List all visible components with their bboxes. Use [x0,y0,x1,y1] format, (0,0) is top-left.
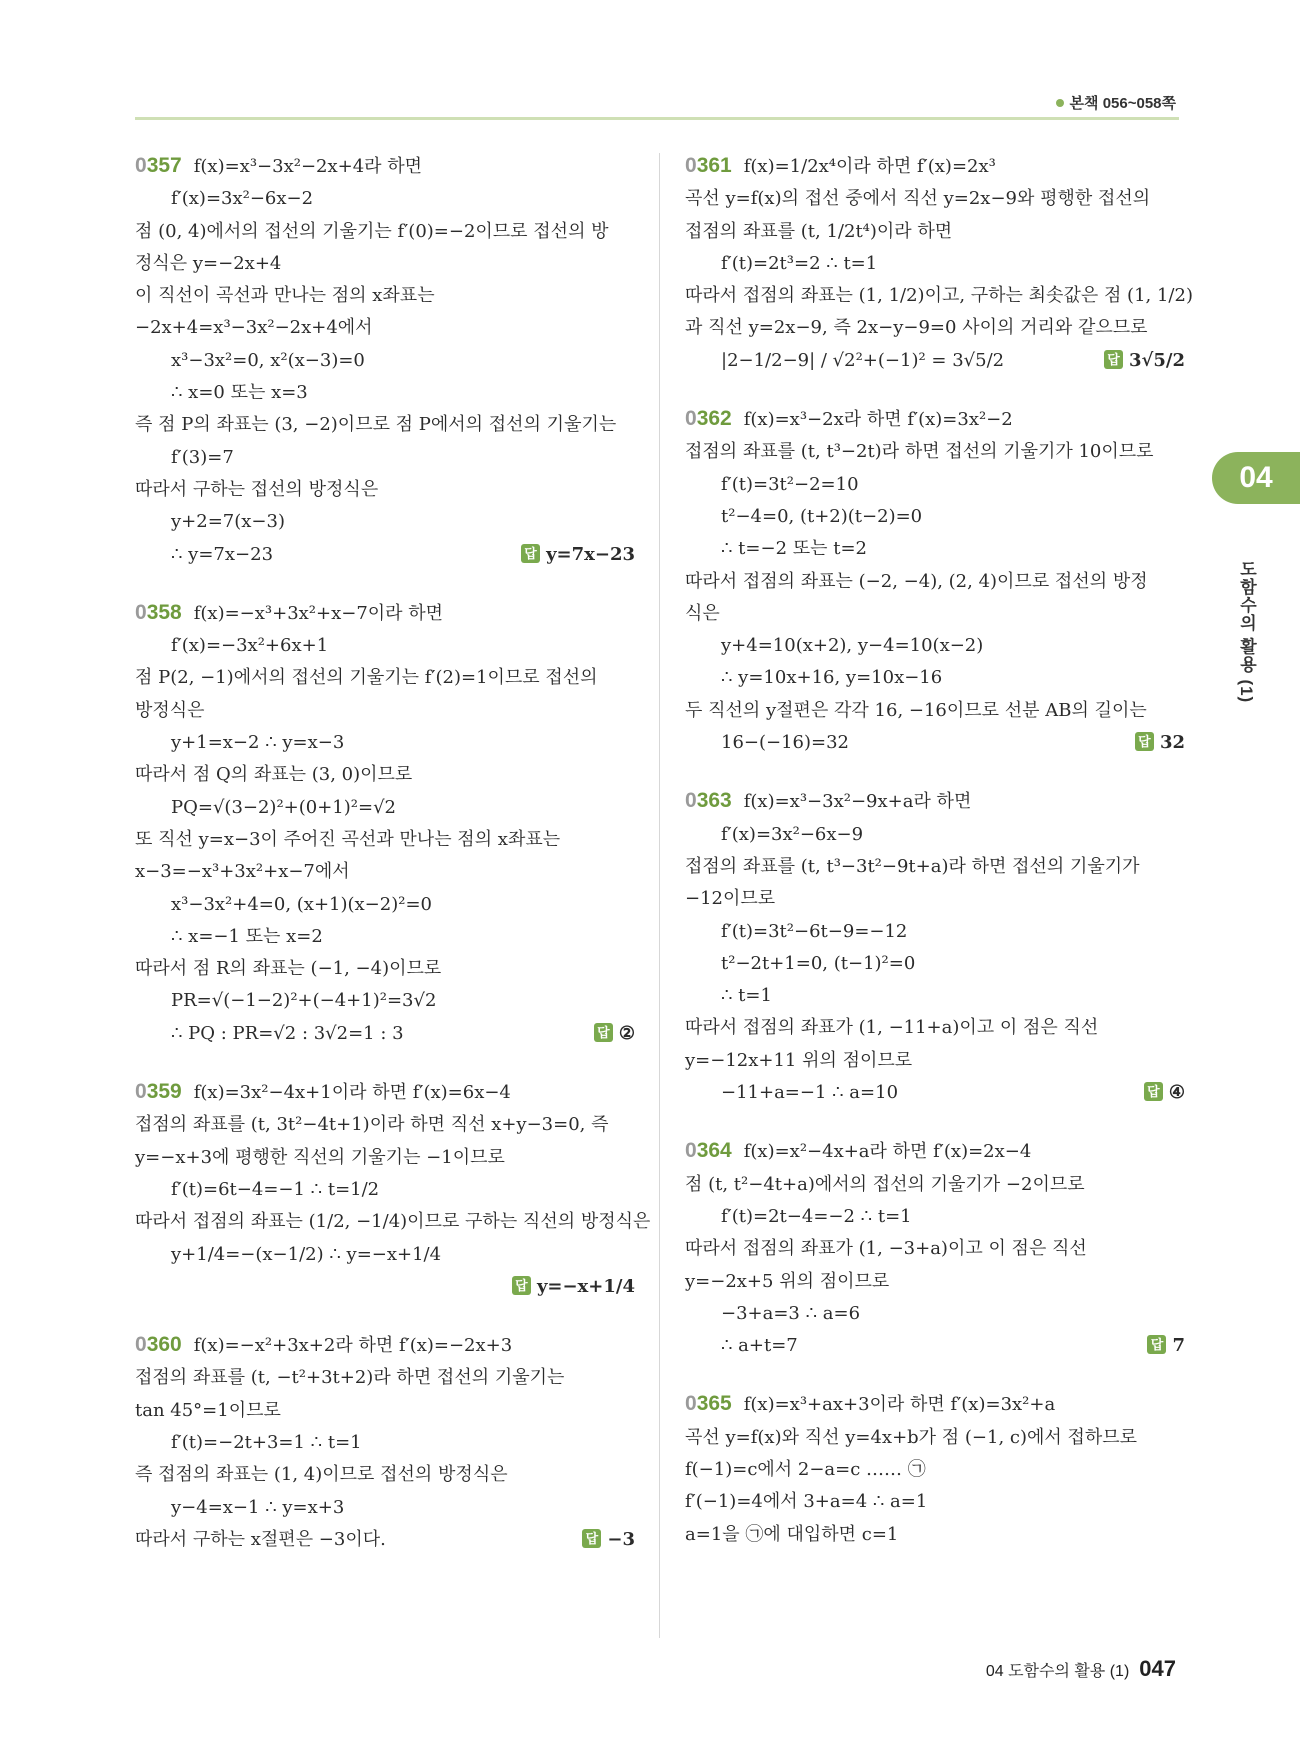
chapter-tab: 04 [1212,452,1300,504]
problem-line: y−4=x−1 ∴ y=x+3 [171,1496,345,1518]
problem-line: f′(t)=3t²−2=10 [721,473,859,495]
problem-line: 방정식은 [135,699,205,721]
problem-line: 0364 f(x)=x²−4x+a라 하면 f′(x)=2x−4 [685,1139,1032,1163]
answer-value: ② [618,1022,635,1044]
book-reference-text: 본책 056~058쪽 [1069,95,1176,112]
answer-badge-icon: 답 [594,1023,613,1042]
problem-line: −3+a=3 ∴ a=6 [721,1302,861,1324]
problem-line: 두 직선의 y절편은 각각 16, −16이므로 선분 AB의 길이는 [685,699,1147,721]
problem-line: 0362 f(x)=x³−2x라 하면 f′(x)=3x²−2 [685,407,1013,431]
problem-line: 즉 접점의 좌표는 (1, 4)이므로 접선의 방정식은 [135,1464,508,1486]
answer-value: y=7x−23 [546,543,635,565]
problem-line: x³−3x²=0, x²(x−3)=0 [171,349,365,371]
problem-line: tan 45°=1이므로 [135,1399,281,1421]
problem-line: 접점의 좌표를 (t, 3t²−4t+1)이라 하면 직선 x+y−3=0, 즉 [135,1114,609,1136]
header-rule [135,117,1179,120]
problem-line: 0361 f(x)=1/2x⁴이라 하면 f′(x)=2x³ [685,154,996,177]
problem-line: t²−4=0, (t+2)(t−2)=0 [721,505,923,527]
problem-line: ∴ x=−1 또는 x=2 [171,925,323,947]
problem-line: ∴ y=7x−23 답 y=7x−23 [171,543,635,565]
problem-line: y+4=10(x+2), y−4=10(x−2) [721,635,984,657]
problem-line: f′(t)=2t³=2 ∴ t=1 [721,252,878,274]
problem-line: x−3=−x³+3x²+x−7에서 [135,861,350,883]
problem-line: ∴ PQ : PR=√2 : 3√2=1 : 3 답 ② [171,1022,635,1044]
problem-number: 0360 [135,1333,182,1357]
answer-value: 3√5/2 [1129,349,1185,371]
problem-line: ∴ a+t=7 답 7 [721,1335,1185,1357]
problem-line: PR=√(−1−2)²+(−4+1)²=3√2 [171,990,437,1012]
problem-line: f′(3)=7 [171,446,234,468]
answer-badge-icon: 답 [512,1276,531,1295]
footer-chapter: 04 도함수의 활용 (1) [985,1663,1130,1680]
problem-line: 접점의 좌표를 (t, t³−3t²−9t+a)라 하면 접선의 기울기가 [685,855,1140,877]
answer-value: 7 [1172,1335,1185,1357]
problem-line: f′(t)=3t²−6t−9=−12 [721,920,908,942]
left-column [135,150,651,1582]
column-divider [659,153,660,1638]
problem-line: 식은 [685,602,720,624]
answer-badge-icon: 답 [521,544,540,563]
problem-line: y+2=7(x−3) [171,511,285,533]
page-number: 047 [1139,1656,1176,1681]
problem-line: f′(−1)=4에서 3+a=4 ∴ a=1 [685,1491,928,1513]
problem-number: 0359 [135,1080,182,1104]
problem-line: 곡선 y=f(x)의 접선 중에서 직선 y=2x−9와 평행한 접선의 [685,188,1151,210]
bullet-dot-icon [1056,99,1064,107]
problem-number: 0358 [135,600,182,624]
problem-line: f(−1)=c에서 2−a=c …… ㉠ [685,1458,926,1480]
problem-line: 0365 f(x)=x³+ax+3이라 하면 f′(x)=3x²+a [685,1392,1056,1416]
problem-line: ∴ y=10x+16, y=10x−16 [721,667,943,689]
answer-value: y=−x+1/4 [536,1275,635,1297]
problem-line: −12이므로 [685,888,776,910]
problem-line: f′(t)=−2t+3=1 ∴ t=1 [171,1431,362,1453]
problem-line: y=−x+3에 평행한 직선의 기울기는 −1이므로 [135,1146,505,1168]
problem-line: 0358 f(x)=−x³+3x²+x−7이라 하면 [135,600,444,624]
problem-line: 점 (0, 4)에서의 접선의 기울기는 f′(0)=−2이므로 접선의 방 [135,220,609,242]
problem-line: 0360 f(x)=−x²+3x+2라 하면 f′(x)=−2x+3 [135,1333,513,1357]
problem-line: 16−(−16)=32 답 32 [721,732,1185,754]
problem-line: 즉 점 P의 좌표는 (3, −2)이므로 점 P에서의 접선의 기울기는 [135,414,617,436]
problem-0364 [685,1135,1185,1362]
book-reference [1056,92,1176,113]
problem-line: 따라서 접점의 좌표는 (1, 1/2)이고, 구하는 최솟값은 점 (1, 1/2) [685,285,1193,307]
problem-line: 따라서 접점의 좌표는 (1/2, −1/4)이므로 구하는 직선의 방정식은 [135,1211,651,1233]
problem-line: PQ=√(3−2)²+(0+1)²=√2 [171,796,396,818]
problem-line: −11+a=−1 ∴ a=10 답 ④ [721,1082,1185,1104]
problem-0358 [135,597,635,1050]
problem-line: f′(x)=3x²−6x−2 [171,188,314,210]
problem-line: ∴ t=−2 또는 t=2 [721,538,868,560]
problem-line: 0357 f(x)=x³−3x²−2x+4라 하면 [135,154,423,177]
answer-value: 32 [1159,732,1185,754]
problem-line: −2x+4=x³−3x²−2x+4에서 [135,317,373,339]
problem-0362 [685,403,1185,759]
problem-0361 [685,150,1193,377]
problem-line: 접점의 좌표를 (t, 1/2t⁴)이라 하면 [685,220,953,242]
problem-line: a=1을 ㉠에 대입하면 c=1 [685,1523,899,1545]
problem-line: 접점의 좌표를 (t, −t²+3t+2)라 하면 접선의 기울기는 [135,1367,565,1389]
problem-line: x³−3x²+4=0, (x+1)(x−2)²=0 [171,893,432,915]
answer-value: −3 [607,1528,635,1550]
problem-line: 접점의 좌표를 (t, t³−2t)라 하면 접선의 기울기가 10이므로 [685,441,1154,463]
problem-0365 [685,1388,1185,1550]
answer-line [135,1271,635,1303]
problem-line: y+1/4=−(x−1/2) ∴ y=−x+1/4 [171,1243,442,1265]
problem-line: t²−2t+1=0, (t−1)²=0 [721,952,916,974]
problem-line: |2−1/2−9| / √2²+(−1)² = 3√5/2 답 3√5/2 [721,349,1185,371]
problem-line: y=−2x+5 위의 점이므로 [685,1270,890,1292]
problem-line: 점 P(2, −1)에서의 접선의 기울기는 f′(2)=1이므로 접선의 [135,667,598,689]
problem-line: 이 직선이 곡선과 만나는 점의 x좌표는 [135,285,435,307]
problem-line: 따라서 구하는 x절편은 −3이다. 답 −3 [135,1528,635,1550]
answer-badge-icon: 답 [1147,1335,1166,1354]
problem-line: 따라서 접점의 좌표는 (−2, −4), (2, 4)이므로 접선의 방정 [685,570,1148,592]
problem-line: 따라서 점 Q의 좌표는 (3, 0)이므로 [135,764,413,786]
right-column [685,150,1193,1577]
problem-0357 [135,150,635,571]
problem-line: y=−12x+11 위의 점이므로 [685,1049,913,1071]
page-footer [986,1656,1176,1682]
problem-number: 0365 [685,1392,732,1416]
problem-0360 [135,1329,635,1556]
problem-line: 과 직선 y=2x−9, 즉 2x−y−9=0 사이의 거리와 같으므로 [685,317,1148,339]
problem-number: 0363 [685,789,732,813]
problem-line: f′(t)=2t−4=−2 ∴ t=1 [721,1205,912,1227]
problem-number: 0364 [685,1139,732,1163]
problem-line: 0363 f(x)=x³−3x²−9x+a라 하면 [685,789,972,813]
problem-line: 따라서 점 R의 좌표는 (−1, −4)이므로 [135,958,442,980]
problem-line: ∴ t=1 [721,985,772,1007]
problem-number: 0361 [685,154,732,177]
answer-badge-icon: 답 [1135,732,1154,751]
problem-line: 따라서 접점의 좌표가 (1, −3+a)이고 이 점은 직선 [685,1238,1087,1260]
problem-line: 정식은 y=−2x+4 [135,252,282,274]
problem-line: 점 (t, t²−4t+a)에서의 접선의 기울기가 −2이므로 [685,1173,1085,1195]
problem-line: 곡선 y=f(x)와 직선 y=4x+b가 점 (−1, c)에서 접하므로 [685,1426,1138,1448]
problem-line: 0359 f(x)=3x²−4x+1이라 하면 f′(x)=6x−4 [135,1080,511,1104]
problem-line: f′(t)=6t−4=−1 ∴ t=1/2 [171,1178,380,1200]
problem-line: y+1=x−2 ∴ y=x−3 [171,732,345,754]
problem-line: 따라서 구하는 접선의 방정식은 [135,478,379,500]
chapter-side-title: 도함수의 활용 (1) [1237,560,1256,704]
problem-number: 0362 [685,407,732,431]
answer-badge-icon: 답 [1104,350,1123,369]
problem-line: ∴ x=0 또는 x=3 [171,382,308,404]
problem-line: 따라서 접점의 좌표가 (1, −11+a)이고 이 점은 직선 [685,1017,1099,1039]
problem-line: f′(x)=3x²−6x−9 [721,823,864,845]
problem-number: 0357 [135,154,182,177]
problem-line: 또 직선 y=x−3이 주어진 곡선과 만나는 점의 x좌표는 [135,828,561,850]
answer-badge-icon: 답 [1144,1082,1163,1101]
answer-badge-icon: 답 [582,1529,601,1548]
problem-0363 [685,785,1185,1109]
answer-value: ④ [1168,1082,1185,1104]
problem-0359 [135,1076,651,1303]
problem-line: f′(x)=−3x²+6x+1 [171,635,329,657]
